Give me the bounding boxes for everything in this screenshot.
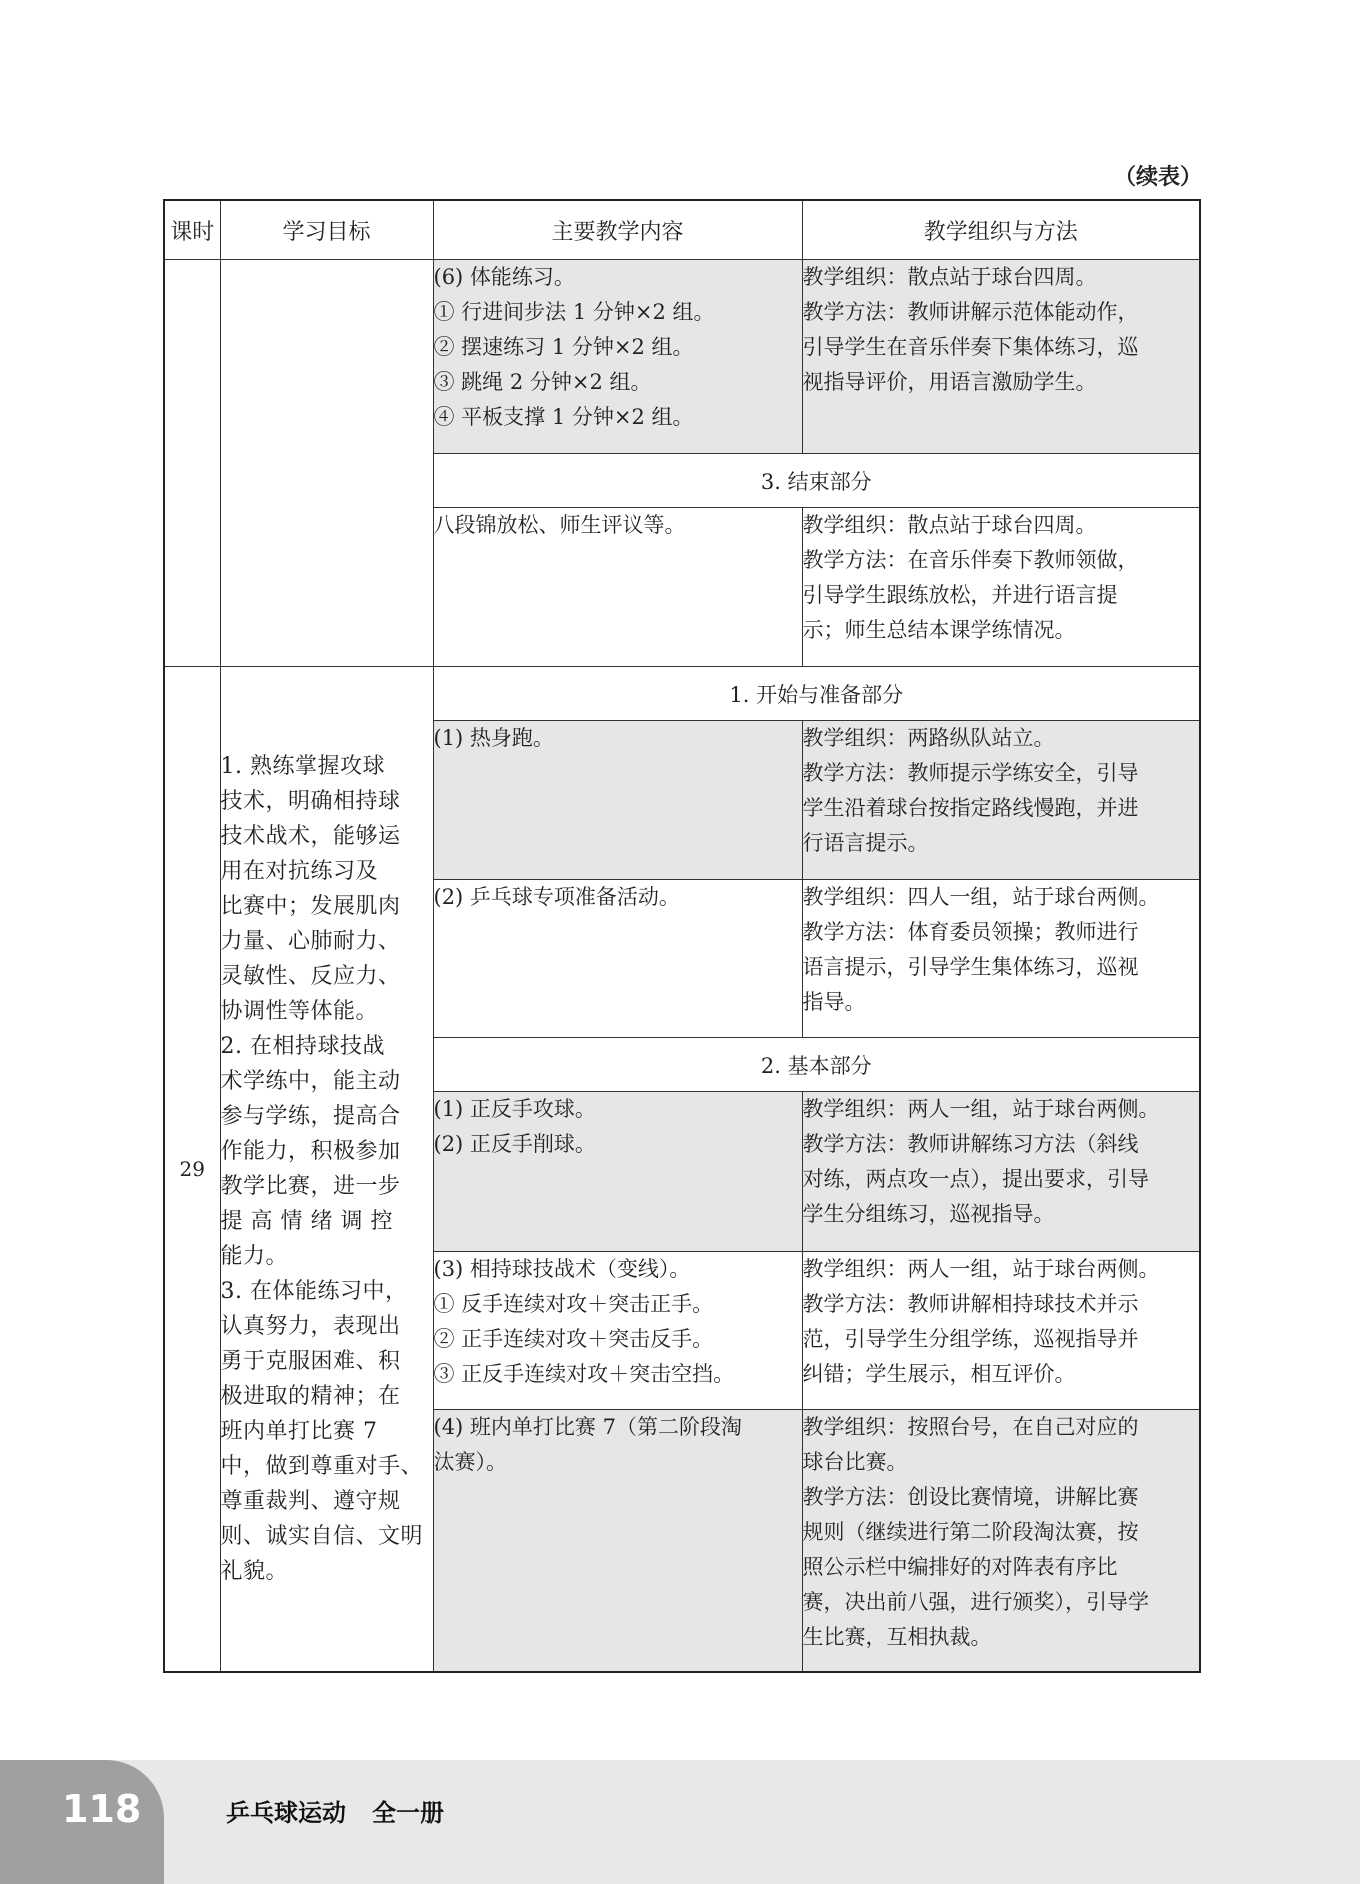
period-number: 29 (164, 667, 220, 1672)
book-volume: 全一册 (372, 1799, 444, 1827)
table-row (164, 260, 1200, 454)
method-cell: 教学组织：两人一组，站于球台两侧。 教学方法：教师讲解练习方法（斜线 对练，两点攻一点），提出要求，引导 学生分组练习，巡视指导。 (802, 1092, 1200, 1252)
book-title-text: 乒乓球运动 (226, 1799, 346, 1827)
period-cell-empty (164, 260, 220, 667)
content-cell: (1) 热身跑。 (433, 721, 802, 880)
header-content: 主要教学内容 (433, 200, 802, 260)
method-cell: 教学组织：四人一组，站于球台两侧。 教学方法：体育委员领操；教师进行 语言提示，引导学生集体练习，巡视 指导。 (802, 880, 1200, 1038)
header-method: 教学组织与方法 (802, 200, 1200, 260)
content-cell: (6) 体能练习。 ① 行进间步法 1 分钟×2 组。 ② 摆速练习 1 分钟×2 组。 ③ 跳绳 2 分钟×2 组。 ④ 平板支撑 1 分钟×2 组。 (433, 260, 802, 454)
method-cell: 教学组织：两人一组，站于球台两侧。 教学方法：教师讲解相持球技术并示 范，引导学生分组学练，巡视指导并 纠错；学生展示，相互评价。 (802, 1252, 1200, 1410)
section-title: 2. 基本部分 (433, 1038, 1200, 1092)
method-cell: 教学组织：两路纵队站立。 教学方法：教师提示学练安全，引导 学生沿着球台按指定路线慢跑，并进 行语言提示。 (802, 721, 1200, 880)
lesson-plan-table (163, 199, 1201, 1673)
header-objectives: 学习目标 (220, 200, 433, 260)
section-row (164, 667, 1200, 721)
page-number: 118 (62, 1787, 142, 1831)
method-cell: 教学组织：按照台号，在自己对应的 球台比赛。 教学方法：创设比赛情境，讲解比赛 规则（继续进行第二阶段淘汰赛，按 照公示栏中编排好的对阵表有序比 赛，决出前八强，进行颁奖），引导学 生比赛，互相执裁。 (802, 1410, 1200, 1672)
continued-label: （续表） (1113, 165, 1202, 190)
content-cell: (3) 相持球技战术（变线）。 ① 反手连续对攻＋突击正手。 ② 正手连续对攻＋突击反手。 ③ 正反手连续对攻＋突击空挡。 (433, 1252, 802, 1410)
content-cell: (1) 正反手攻球。 (2) 正反手削球。 (433, 1092, 802, 1252)
book-title (226, 1793, 470, 1828)
method-cell: 教学组织：散点站于球台四周。 教学方法：在音乐伴奏下教师领做， 引导学生跟练放松，并进行语言提 示；师生总结本课学练情况。 (802, 508, 1200, 667)
objectives-cell-empty (220, 260, 433, 667)
learning-objectives: 1. 熟练掌握攻球 技术，明确相持球 技术战术，能够运 用在对抗练习及 比赛中；发展肌肉 力量、心肺耐力、 灵敏性、反应力、 协调性等体能。 2. 在相持球技战 术学练中，能主动 参与学练，提高合 作能力，积极参加 教学比赛，进一步 提 高 情 绪 调 控 能力。 3. 在体能练习中， 认真努力，表现出 勇于克服困难、积 极进取的精神；在 班内单打比赛 7 中，做到尊重对手、 尊重裁判、遵守规 则、诚实自信、文明 礼貌。 (220, 667, 433, 1672)
content-cell: (4) 班内单打比赛 7（第二阶段淘 汰赛）。 (433, 1410, 802, 1672)
section-title: 3. 结束部分 (433, 454, 1200, 508)
table-header-row (164, 200, 1200, 260)
page-footer (0, 1760, 1360, 1884)
method-cell: 教学组织：散点站于球台四周。 教学方法：教师讲解示范体能动作， 引导学生在音乐伴奏下集体练习，巡 视指导评价，用语言激励学生。 (802, 260, 1200, 454)
section-title: 1. 开始与准备部分 (433, 667, 1200, 721)
header-period: 课时 (164, 200, 220, 260)
content-cell: 八段锦放松、师生评议等。 (433, 508, 802, 667)
content-cell: (2) 乒乓球专项准备活动。 (433, 880, 802, 1038)
